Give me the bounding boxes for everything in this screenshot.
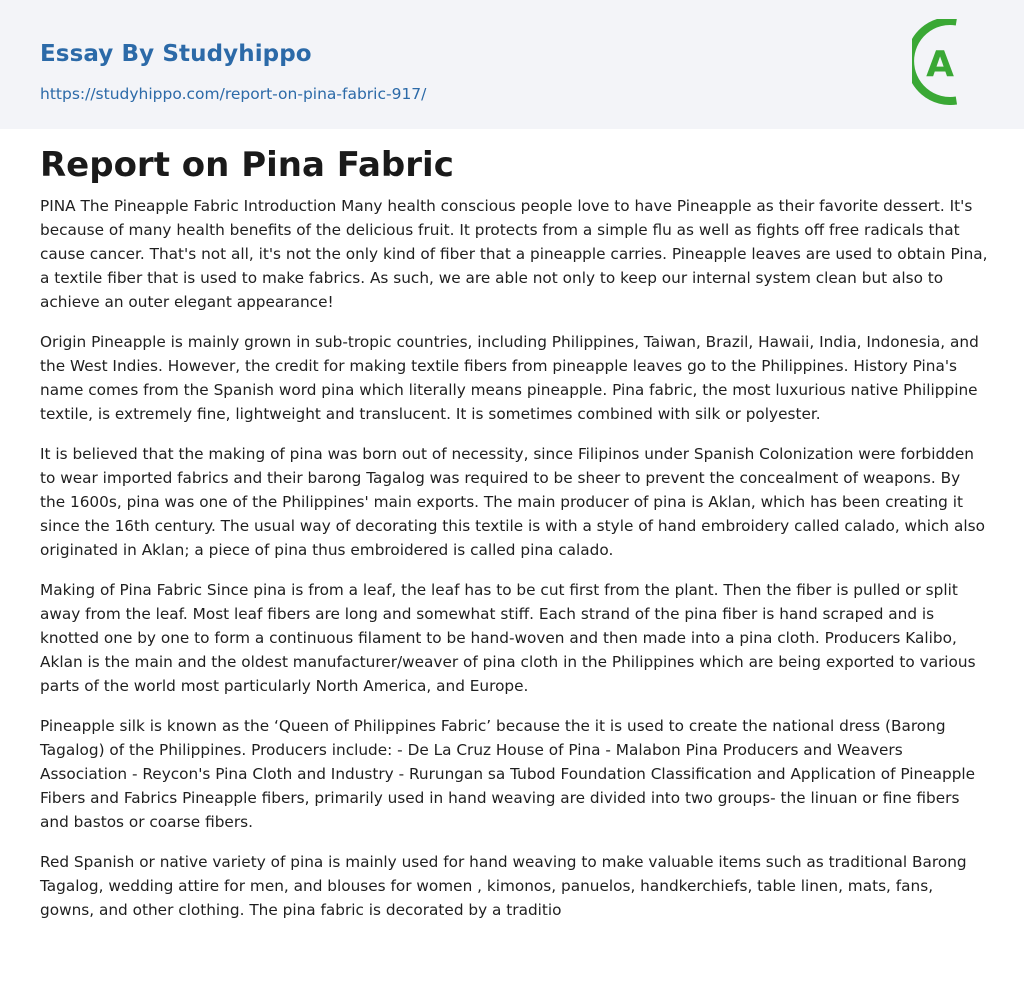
paragraph: PINA The Pineapple Fabric Introduction Many health conscious people love to have Pineapple as their favorite dessert. It's because of many health benefits of the delicious fruit. It protects from a simple flu as well as fights off free radicals that cause cancer. That's not all, it's not the only kind of fiber that a pineapple carries. Pineapple leaves are used to obtain Pina, a textile fiber that is used to make fabrics. As such, we are able not only to keep our internal system clean but also to achieve an outer elegant appearance! bbox=[40, 197, 988, 311]
paragraph: It is believed that the making of pina was born out of necessity, since Filipinos under Spanish Colonization were forbidden to wear imported fabrics and their barong Tagalog was required to be sheer to prevent the concealment of weapons. By the 1600s, pina was one of the Philippines' main exports. The main producer of pina is Aklan, which has been creating it since the 16th century. The usual way of decorating this textile is with a style of hand embroidery called calado, which also originated in Aklan; a piece of pina thus embroidered is called pina calado. bbox=[40, 445, 985, 559]
paragraph: Making of Pina Fabric Since pina is from a leaf, the leaf has to be cut first from the plant. Then the fiber is pulled or split away from the leaf. Most leaf fibers are long and somewhat stiff. Each strand of the pina fiber is hand scraped and is knotted one by one to form a continuous filament to be hand-woven and then made into a pina cloth. Producers Kalibo, Aklan is the main and the oldest manufacturer/weaver of pina cloth in the Philippines which are being exported to various parts of the world most particularly North America, and Europe. bbox=[40, 581, 976, 695]
page-title: Report on Pina Fabric bbox=[40, 145, 454, 185]
paragraph: Origin Pineapple is mainly grown in sub-tropic countries, including Philippines, Taiwan, Brazil, Hawaii, India, Indonesia, and the West Indies. However, the credit for making textile fibers from pineapple leaves go to the Philippines. History Pina's name comes from the Spanish word pina which literally means pineapple. Pina fabric, the most luxurious native Philippine textile, is extremely fine, lightweight and translucent. It is sometimes combined with silk or polyester. bbox=[40, 333, 979, 423]
grade-a-logo-icon[interactable] bbox=[912, 19, 986, 105]
paragraph: Red Spanish or native variety of pina is mainly used for hand weaving to make valuable items such as traditional Barong Tagalog, wedding attire for men, and blouses for women , kimonos, panuelos, handkerchiefs, table linen, mats, fans, gowns, and other clothing. The pina fabric is decorated by a traditio bbox=[40, 853, 967, 919]
paragraph: Pineapple silk is known as the ‘Queen of Philippines Fabric’ because the it is used to create the national dress (Barong Tagalog) of the Philippines. Producers include: - De La Cruz House of Pina - Malabon Pina Producers and Weavers Association - Reycon's Pina Cloth and Industry - Rurungan sa Tubod Foundation Classification and Application of Pineapple Fibers and Fabrics Pineapple fibers, primarily used in hand weaving are divided into two groups- the linuan or fine fibers and bastos or coarse fibers. bbox=[40, 717, 976, 831]
article-body bbox=[40, 194, 988, 938]
source-url-link[interactable]: https://studyhippo.com/report-on-pina-fabric-917/ bbox=[40, 85, 427, 103]
site-header bbox=[0, 0, 1024, 129]
logo-letter: A bbox=[926, 44, 954, 85]
site-brand[interactable]: Essay By Studyhippo bbox=[40, 41, 312, 67]
